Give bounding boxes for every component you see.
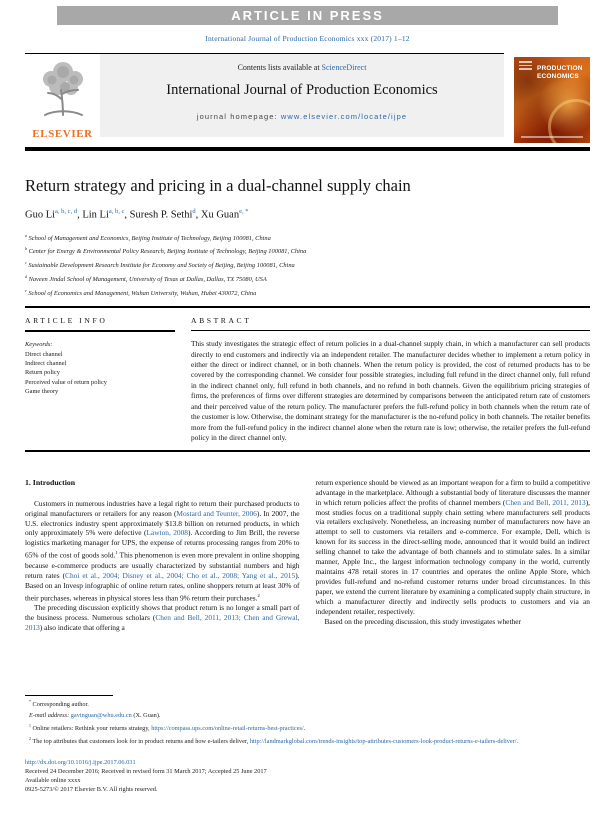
text-segment: Guo Li xyxy=(25,209,56,221)
left-column xyxy=(25,478,300,690)
affiliation-line xyxy=(25,231,590,245)
inline-link[interactable]: d xyxy=(192,208,196,215)
contents-line xyxy=(100,63,504,72)
paragraph xyxy=(316,617,591,627)
masthead-main xyxy=(25,53,504,141)
keyword-item: Game theory xyxy=(25,388,59,396)
article-info-heading: ARTICLE INFO xyxy=(25,316,108,326)
contents-prefix: Contents lists available at xyxy=(237,63,322,72)
journal-cover-thumbnail[interactable] xyxy=(514,57,590,143)
elsevier-logo xyxy=(25,54,100,141)
affiliation-line xyxy=(25,244,590,258)
inline-link[interactable]: Choi et al., 2004; Disney et al., 2004; Cho et al., 2008; Yang et al., 2015 xyxy=(65,570,296,580)
text-segment: ). According to Jim Brill, the reverse logistics marketing manager for UPS, the expense of returns processing ranges from 20% to 65% of the cost of goods sold. xyxy=(25,528,300,560)
text-segment: E-mail address: xyxy=(29,711,71,719)
text-segment: Suresh P. Sethi xyxy=(129,209,193,221)
superscript-marker: 1 xyxy=(29,724,31,729)
superscript-marker: * xyxy=(29,699,31,704)
text-segment: ) also indicate that offering a xyxy=(39,622,125,632)
affiliation-line xyxy=(25,258,590,272)
affiliation-line xyxy=(25,286,590,300)
text-segment: ), most studies focus on a traditional supply chain setting where manufacturers sell products via retailers exclusively. Nonetheless, an increasing number of manufacturers now have an attempt to sell to customers via retailers and e-commerce. For example, Dell, which is known for its success in the direct-selling mode, announced that it would build an indirect selling channel to take the advantage of both channels and to stimulate sales. In a similar manner, Apple Inc., the largest information technology company in the world, currently maintains 478 retail stores in 17 countries and operates the online Apple Store, which provides full-refund and no-refund customer returns under broad circumstances. In this paper, we extend the current literature by examining a complicated supply chain structure, in which a manufacturer directly and indirectly sells products to customers and via an independent retailer, respectively. xyxy=(315,497,590,617)
superscript-marker: d xyxy=(25,274,27,280)
text-segment: Corresponding author. xyxy=(30,700,89,708)
copyright-line: 0925-5273/© 2017 Elsevier B.V. All rights reserved. xyxy=(25,786,158,794)
superscript-marker: 2 xyxy=(29,737,31,742)
inline-link[interactable]: gavinguan@whu.edu.cn xyxy=(70,711,132,719)
article-footer xyxy=(25,758,590,795)
article-title: Return strategy and pricing in a dual-channel supply chain xyxy=(25,176,411,195)
article-in-press-banner xyxy=(57,6,558,25)
section-divider xyxy=(25,450,590,452)
footnote-line xyxy=(25,698,590,709)
cover-title-line1: PRODUCTION xyxy=(537,65,583,72)
text-segment: Xu Guan xyxy=(200,209,240,221)
section-divider xyxy=(25,306,590,308)
superscript-marker: 2 xyxy=(257,592,260,598)
text-segment: ). In 2007, the U.S. electronics industry spent approximately $13.8 billion on returned products, in which only approximately 5% were defective ( xyxy=(25,508,300,538)
right-column xyxy=(316,478,591,690)
footnote-block xyxy=(25,698,590,747)
footnote-line xyxy=(25,711,590,720)
inline-link[interactable]: Chen and Bell, 2011, 2013 xyxy=(505,497,586,507)
footnote-line xyxy=(25,735,590,746)
masthead-divider xyxy=(25,147,590,151)
info-abstract-section xyxy=(25,316,590,444)
keyword-item: Direct channel xyxy=(25,350,63,358)
text-segment: The top attributes that customers look for in product returns and how e-tailers deliver, xyxy=(30,738,250,746)
text-segment: . xyxy=(516,738,519,746)
elsevier-tree-icon xyxy=(37,59,89,119)
paragraph xyxy=(316,478,591,617)
inline-link[interactable]: Mostard and Teunter, 2006 xyxy=(176,508,257,518)
text-segment: Based on the preceding discussion, this study investigates whether xyxy=(324,616,521,626)
introduction-section xyxy=(25,478,590,690)
inline-link[interactable]: Lawton, 2008 xyxy=(146,528,188,538)
footnote-divider xyxy=(25,695,113,696)
journal-article-page xyxy=(0,6,611,819)
cover-footer-strip xyxy=(521,136,583,138)
sciencedirect-link[interactable]: ScienceDirect xyxy=(321,63,367,72)
text-segment: , xyxy=(77,209,83,221)
journal-title: International Journal of Production Economics xyxy=(166,82,438,98)
superscript-marker: b xyxy=(25,246,27,252)
text-segment: . xyxy=(303,725,306,733)
inline-link[interactable]: Chen and Bell, 2011, 2013; Chen and Grewal, 2013 xyxy=(25,613,300,632)
abstract-text: This study investigates the strategic effect of return policies in a dual-channel supply chain, in which a manufacturer can sell products directly to end customers and indirectly via an independent retailer. The manufacturer decides whether to implement a return policy in either the direct or indirect channel, or in both channels. When the return policy is provided, the cost of returned products has to be covered by the corresponding channel. We consider four possible strategies, including full refund in the direct channel only, full refund in the indirect channel only, full refund in both channels, and no refund in both channels. Given the equilibrium pricing strategies of firms, the preferences of firms over different strategies are determined by comparisons between the anticipated return rate of customers and their perceived value of the return policy. The manufacturer prefers the full-refund policy in both channels when the return rate of the customer is low. Otherwise, the dominant strategy for the manufacturer is the no-refund policy in both channels. The retailer benefits more from the full-refund policy in the indirect channel alone when the return rate is low; otherwise, the retailer prefers the full-refund policy in the direct channel only. xyxy=(191,339,590,443)
masthead-box xyxy=(100,54,504,137)
paragraph xyxy=(25,499,300,603)
available-online-line: Available online xxxx xyxy=(25,777,81,785)
text-segment: , xyxy=(195,209,201,221)
superscript-marker: a xyxy=(25,232,27,238)
keywords-label: Keywords: xyxy=(25,341,53,349)
cover-title-line2: ECONOMICS xyxy=(537,72,579,80)
journal-citation-line[interactable]: International Journal of Production Economics xxx (2017) 1–12 xyxy=(205,34,410,43)
text-segment: ). Based on an Invesp infographic of online return rates, online shoppers return at least 30% of their purchases, whereas in physical stores less than 9% return their purchases. xyxy=(25,570,300,603)
footnote-line xyxy=(25,722,590,733)
text-segment: Naveen Jindal School of Management, University of Texas at Dallas, Dallas, TX 75080, USA xyxy=(26,276,267,284)
banner-label: ARTICLE IN PRESS xyxy=(231,8,384,23)
text-segment: Online retailers: Rethink your returns strategy, xyxy=(30,725,152,733)
inline-link[interactable]: a, b, c, d xyxy=(55,208,78,215)
doi-link[interactable]: http://dx.doi.org/10.1016/j.ijpe.2017.06.031 xyxy=(25,758,136,766)
homepage-line xyxy=(100,112,504,121)
journal-homepage-link[interactable]: www.elsevier.com/locate/ijpe xyxy=(280,112,408,121)
keyword-item: Return policy xyxy=(25,369,60,377)
intro-heading: 1. Introduction xyxy=(25,477,76,487)
keyword-item: Perceived value of return policy xyxy=(25,378,107,386)
superscript-marker: e xyxy=(25,288,27,294)
inline-link[interactable]: https://compass.ups.com/online-retail-returns-best-practices/ xyxy=(151,725,304,733)
cover-title xyxy=(537,65,583,80)
affiliation-list xyxy=(25,231,590,301)
text-segment: School of Management and Economics, Beijing Institute of Technology, Beijing 100081, China xyxy=(26,234,271,242)
inline-link[interactable]: http://landmarkglobal.com/trends-insights/top-attributes-customers-look-product-returns-e-tailers-deliver/ xyxy=(249,738,517,746)
superscript-marker: c xyxy=(25,260,27,266)
homepage-prefix: journal homepage: xyxy=(196,112,281,121)
inline-link[interactable]: a, b, c xyxy=(108,208,125,215)
paragraph xyxy=(25,603,300,633)
keyword-item: Indirect channel xyxy=(25,359,67,367)
author-list xyxy=(25,208,590,221)
text-segment: Customers in numerous industries have a legal right to return their purchased products to original manufacturers or retailers for any reason ( xyxy=(25,498,300,518)
cover-meta-lines xyxy=(519,61,532,72)
text-segment: return experience should be viewed as an important weapon for a firm to build a competitive advantage in the marketplace. Although a substantial body of literature discusses the manner in which return policies affect the profits of channel members ( xyxy=(315,477,590,507)
text-segment: Center for Energy & Environmental Policy Research, Beijing Institute of Technology, Beijing 100081, China xyxy=(26,248,307,256)
superscript-marker: 1 xyxy=(115,550,118,556)
abstract-column xyxy=(191,316,590,444)
text-segment: School of Economics and Management, Wuhan University, Wuhan, Hubei 430072, China xyxy=(26,290,257,298)
text-segment: Lin Li xyxy=(82,209,109,221)
affiliation-line xyxy=(25,272,590,286)
text-segment: Sustainable Development Research Institute for Economy and Society of Beijing, Beijing 100081, China xyxy=(26,262,295,270)
abstract-rule xyxy=(191,330,590,331)
text-segment: (X. Guan). xyxy=(131,711,161,719)
inline-link[interactable]: e, * xyxy=(239,208,249,215)
article-info-column xyxy=(25,316,175,444)
text-segment: The preceding discussion explicitly shows that product return is no longer a small part of the business process. Numerous scholars ( xyxy=(25,603,300,623)
journal-masthead xyxy=(25,53,590,143)
text-segment: This phenomenon is even more prevalent in online shopping because e-commerce products are usually characterized by substantial numbers and high return rates ( xyxy=(25,550,300,580)
elsevier-wordmark: ELSEVIER xyxy=(32,128,93,140)
text-segment: , xyxy=(124,209,130,221)
abstract-heading: ABSTRACT xyxy=(191,316,252,326)
received-line: Received 24 December 2016; Received in revised form 31 March 2017; Accepted 25 June 2017 xyxy=(25,767,267,775)
article-info-rule xyxy=(25,330,175,332)
